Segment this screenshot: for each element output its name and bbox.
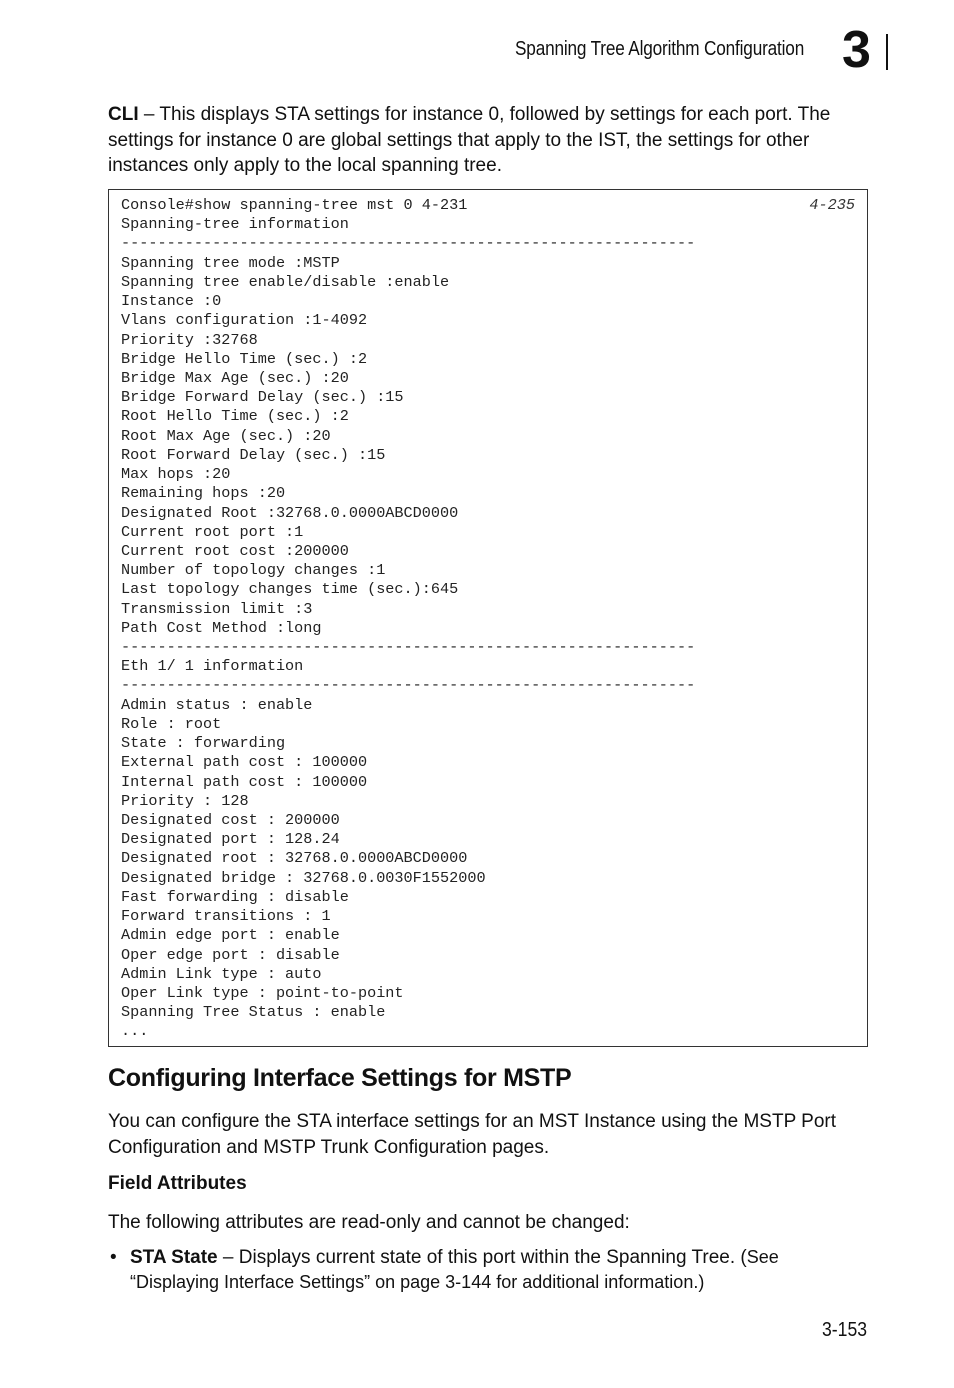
section-paragraph: You can configure the STA interface settings for an MST Instance using the MSTP Port Configuration and MSTP Trunk Configuration pages. <box>108 1111 837 1158</box>
console-line: Root Forward Delay (sec.) :15 <box>121 445 386 464</box>
console-line: Root Hello Time (sec.) :2 <box>121 407 349 426</box>
console-line: Spanning-tree information <box>121 215 349 234</box>
console-line: Designated bridge : 32768.0.0030F1552000 <box>121 868 486 887</box>
console-line: Max hops :20 <box>121 465 231 484</box>
console-lines <box>121 196 695 1042</box>
console-line: Root Max Age (sec.) :20 <box>121 426 331 445</box>
console-line: Priority :32768 <box>121 330 258 349</box>
page-number: 3-153 <box>822 1319 868 1341</box>
console-line: --------------------------------------------------------------- <box>121 234 696 253</box>
console-line: Instance :0 <box>121 292 222 311</box>
console-line: Admin edge port : enable <box>121 926 340 945</box>
console-line: State : forwarding <box>121 734 286 753</box>
console-line: --------------------------------------------------------------- <box>121 638 696 657</box>
running-header-title: Spanning Tree Algorithm Configuration <box>515 38 805 60</box>
console-line: Oper Link type : point-to-point <box>121 983 404 1002</box>
console-line: ... <box>121 1022 149 1041</box>
console-line: Designated Root :32768.0.0000ABCD0000 <box>121 503 459 522</box>
console-line: External path cost : 100000 <box>121 753 368 772</box>
console-line: Designated port : 128.24 <box>121 830 340 849</box>
console-line: Transmission limit :3 <box>121 599 313 618</box>
intro-text: – This displays STA settings for instance 0, followed by settings for each port. The settings for instance 0 are global settings that apply to the IST, the settings for other instances only apply to the local spanning tree. <box>108 104 831 176</box>
console-line: Console#show spanning-tree mst 0 4-231 <box>121 196 468 214</box>
console-line: Current root port :1 <box>121 522 304 541</box>
console-line: Bridge Max Age (sec.) :20 <box>121 368 349 387</box>
console-line: Role : root <box>121 714 222 733</box>
console-line: Forward transitions : 1 <box>121 907 331 926</box>
bullet-description: – Displays current state of this port within the Spanning Tree. ( <box>217 1247 747 1268</box>
console-line: Spanning tree mode :MSTP <box>121 253 340 272</box>
console-line: Designated cost : 200000 <box>121 811 340 829</box>
console-line: Last topology changes time (sec.):645 <box>121 580 459 599</box>
console-line: Priority : 128 <box>121 791 249 810</box>
console-line: Fast forwarding : disable <box>121 887 349 906</box>
console-line: Vlans configuration :1-4092 <box>121 311 368 330</box>
console-line: Admin Link type : auto <box>121 964 322 983</box>
bullet-term: STA State <box>130 1247 218 1268</box>
console-line: Designated root : 32768.0.0000ABCD0000 <box>121 849 468 868</box>
console-line: --------------------------------------------------------------- <box>121 676 696 695</box>
console-line: Eth 1/ 1 information <box>121 657 304 676</box>
console-line: Number of topology changes :1 <box>121 561 386 580</box>
chapter-number: 3 <box>842 21 869 79</box>
console-line: Admin status : enable <box>121 695 313 714</box>
console-line: Path Cost Method :long <box>121 618 322 637</box>
attributes-intro: The following attributes are read-only and cannot be changed: <box>108 1212 630 1233</box>
console-line: Current root cost :200000 <box>121 541 349 560</box>
field-attributes-heading: Field Attributes <box>108 1173 247 1194</box>
bullet-text <box>130 1245 870 1295</box>
console-line: Spanning tree enable/disable :enable <box>121 272 450 291</box>
console-line: Remaining hops :20 <box>121 484 286 503</box>
console-line: Bridge Hello Time (sec.) :2 <box>121 349 368 368</box>
bullet-dot: • <box>110 1247 117 1268</box>
cli-label: CLI <box>108 104 139 125</box>
command-reference: 4-235 <box>809 196 855 214</box>
chapter-divider <box>886 34 888 70</box>
bullet-reference: See “Displaying Interface Settings” on page 3-144 for additional information.) <box>130 1247 779 1292</box>
console-output-box <box>108 189 868 1047</box>
intro-paragraph <box>108 102 878 179</box>
console-line: Oper edge port : disable <box>121 945 340 964</box>
section-heading: Configuring Interface Settings for MSTP <box>108 1064 572 1092</box>
console-line: Internal path cost : 100000 <box>121 772 368 791</box>
console-line: Spanning Tree Status : enable <box>121 1003 386 1022</box>
console-line: Bridge Forward Delay (sec.) :15 <box>121 388 404 407</box>
